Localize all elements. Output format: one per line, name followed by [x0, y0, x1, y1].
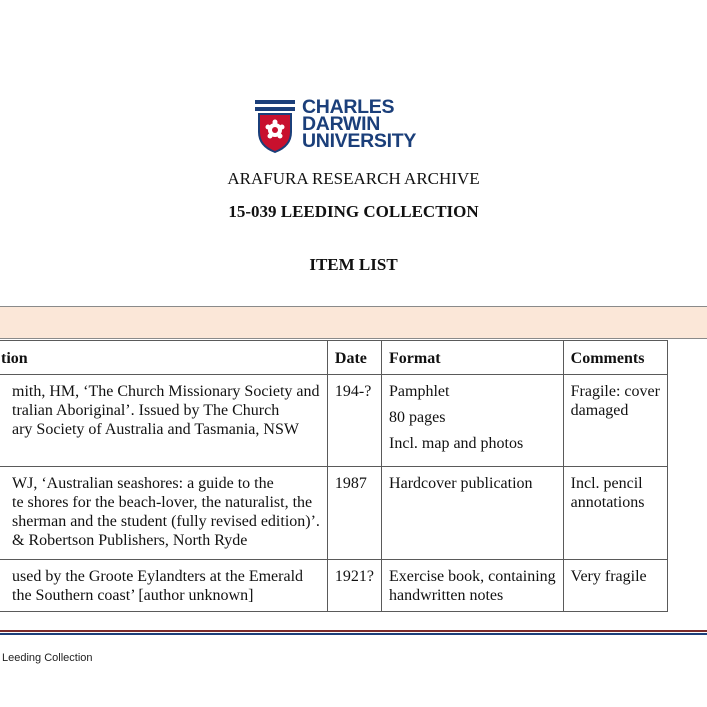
item-table	[0, 340, 668, 612]
description-line: tralian Aboriginal’. Issued by The Church	[12, 402, 280, 419]
description-line: used by the Groote Eylandters at the Emerald	[12, 568, 304, 585]
comments-cell	[563, 375, 667, 467]
logo-wordmark	[302, 96, 417, 152]
column-header-description: tion	[0, 341, 327, 375]
column-header-date: Date	[327, 341, 381, 375]
description-cell	[0, 560, 327, 612]
description-cell	[0, 375, 327, 467]
description-cell	[0, 467, 327, 560]
description-line: ary Society of Australia and Tasmania, NSW	[12, 421, 299, 438]
description-line: the Southern coast’ [author unknown]	[12, 587, 254, 604]
university-logo	[255, 98, 445, 156]
format-line: Exercise book, containing	[389, 568, 556, 585]
logo-line: DARWIN	[302, 113, 380, 135]
description-line: WJ, ‘Australian seashores: a guide to the	[12, 475, 274, 492]
comments-cell	[563, 467, 667, 560]
comment-line: damaged	[570, 402, 629, 419]
format-cell	[382, 467, 564, 560]
date-cell: 1987	[327, 467, 381, 560]
format-line: 80 pages	[389, 409, 446, 426]
comment-line: Fragile: cover	[570, 383, 660, 400]
column-header-format: Format	[382, 341, 564, 375]
table-header-band	[0, 306, 707, 339]
format-line: Incl. map and photos	[389, 435, 524, 452]
format-cell	[382, 375, 564, 467]
format-cell	[382, 560, 564, 612]
description-line: te shores for the beach-lover, the naturalist, the	[12, 494, 313, 511]
shield-icon	[255, 98, 295, 154]
description-line: mith, HM, ‘The Church Missionary Society and	[12, 383, 320, 400]
comment-line: annotations	[570, 494, 645, 511]
description-line: sherman and the student (fully revised edition)’.	[12, 513, 320, 530]
date-cell: 194-?	[327, 375, 381, 467]
footer-divider-red	[0, 630, 707, 632]
format-line: Pamphlet	[389, 383, 450, 400]
table-row	[0, 375, 667, 467]
archive-name: ARAFURA RESEARCH ARCHIVE	[227, 169, 480, 188]
logo-line: UNIVERSITY	[302, 130, 417, 152]
comments-cell	[563, 560, 667, 612]
format-line: handwritten notes	[389, 587, 504, 604]
table-header-row	[0, 341, 667, 375]
column-header-comments: Comments	[563, 341, 667, 375]
collection-title: 15-039 LEEDING COLLECTION	[228, 202, 479, 221]
format-line: Hardcover publication	[389, 475, 533, 492]
date-cell: 1921?	[327, 560, 381, 612]
comment-line: Very fragile	[570, 568, 647, 585]
logo-line: CHARLES	[302, 96, 395, 118]
footer-text: Leeding Collection	[2, 652, 93, 664]
item-list-title: ITEM LIST	[309, 255, 398, 274]
table-row	[0, 560, 667, 612]
footer-divider-blue	[0, 633, 707, 635]
table-row	[0, 467, 667, 560]
comment-line: Incl. pencil	[570, 475, 643, 492]
description-line: & Robertson Publishers, North Ryde	[12, 532, 248, 549]
